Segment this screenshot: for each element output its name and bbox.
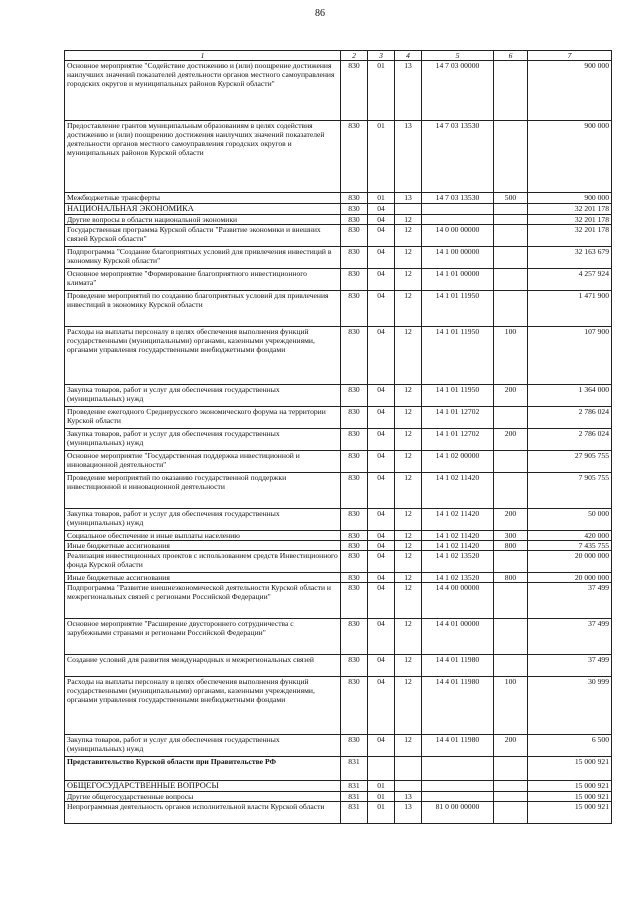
row-section: 04 — [368, 473, 395, 509]
row-target-article — [422, 792, 494, 802]
row-name: Представительство Курской области при Правительстве РФ — [65, 757, 341, 781]
row-amount: 37 499 — [528, 619, 612, 655]
row-subsection: 12 — [395, 677, 422, 735]
table-row — [65, 531, 612, 541]
row-amount: 15 000 921 — [528, 781, 612, 792]
row-gov-code: 830 — [341, 573, 368, 583]
row-section: 04 — [368, 509, 395, 531]
row-gov-code: 831 — [341, 802, 368, 824]
table-row — [65, 792, 612, 802]
row-gov-code: 830 — [341, 619, 368, 655]
row-expense-kind — [494, 215, 528, 225]
row-subsection: 13 — [395, 792, 422, 802]
row-section: 01 — [368, 792, 395, 802]
table-row — [65, 247, 612, 269]
budget-table — [64, 50, 612, 824]
row-section: 04 — [368, 225, 395, 247]
row-amount: 15 000 921 — [528, 802, 612, 824]
row-section: 04 — [368, 429, 395, 451]
row-gov-code: 830 — [341, 677, 368, 735]
row-name: Основное мероприятие "Государственная поддержка инвестиционной и инновационной деятельности" — [65, 451, 341, 473]
row-expense-kind: 100 — [494, 327, 528, 385]
row-subsection: 12 — [395, 735, 422, 757]
row-amount: 900 000 — [528, 61, 612, 121]
table-row — [65, 385, 612, 407]
row-name: Подпрограмма "Создание благоприятных условий для привлечения инвестиций в экономику Курской области" — [65, 247, 341, 269]
row-target-article: 14 1 01 00000 — [422, 269, 494, 291]
row-amount: 37 499 — [528, 583, 612, 619]
row-target-article: 14 1 01 11950 — [422, 291, 494, 327]
row-target-article: 14 4 01 00000 — [422, 619, 494, 655]
row-amount: 32 201 178 — [528, 215, 612, 225]
row-expense-kind — [494, 802, 528, 824]
table-row — [65, 551, 612, 573]
row-name: Другие общегосударственные вопросы — [65, 792, 341, 802]
row-amount: 50 000 — [528, 509, 612, 531]
row-target-article: 14 4 01 11980 — [422, 655, 494, 677]
row-expense-kind — [494, 269, 528, 291]
table-row — [65, 677, 612, 735]
row-amount: 900 000 — [528, 121, 612, 193]
table-row — [65, 269, 612, 291]
row-expense-kind — [494, 61, 528, 121]
row-section: 04 — [368, 407, 395, 429]
row-section: 04 — [368, 735, 395, 757]
header-cell-target: 5 — [422, 51, 494, 61]
row-amount: 900 000 — [528, 193, 612, 204]
row-section: 01 — [368, 802, 395, 824]
row-section: 04 — [368, 451, 395, 473]
row-expense-kind — [494, 792, 528, 802]
row-subsection: 13 — [395, 193, 422, 204]
row-name: Подпрограмма "Развитие внешнеэкономической деятельности Курской области и межрегиональных связей с регионами Российской Федерации" — [65, 583, 341, 619]
row-section: 04 — [368, 269, 395, 291]
row-expense-kind — [494, 247, 528, 269]
row-subsection: 12 — [395, 473, 422, 509]
header-cell-kind: 6 — [494, 51, 528, 61]
row-expense-kind — [494, 121, 528, 193]
row-name: Закупка товаров, работ и услуг для обеспечения государственных (муниципальных) нужд — [65, 735, 341, 757]
row-target-article: 14 7 03 13530 — [422, 121, 494, 193]
table-row — [65, 781, 612, 792]
row-target-article: 14 7 03 00000 — [422, 61, 494, 121]
table-row — [65, 225, 612, 247]
row-subsection: 12 — [395, 247, 422, 269]
row-subsection: 12 — [395, 225, 422, 247]
row-gov-code: 830 — [341, 247, 368, 269]
row-subsection: 13 — [395, 121, 422, 193]
row-gov-code: 830 — [341, 655, 368, 677]
row-section: 04 — [368, 247, 395, 269]
row-subsection: 12 — [395, 385, 422, 407]
row-section: 04 — [368, 291, 395, 327]
row-gov-code: 831 — [341, 792, 368, 802]
row-expense-kind — [494, 781, 528, 792]
row-expense-kind: 200 — [494, 509, 528, 531]
row-gov-code: 830 — [341, 531, 368, 541]
row-subsection: 12 — [395, 215, 422, 225]
row-name: Основное мероприятие "Формирование благоприятного инвестиционного климата" — [65, 269, 341, 291]
row-subsection: 12 — [395, 551, 422, 573]
row-expense-kind — [494, 655, 528, 677]
row-name: Государственная программа Курской области "Развитие экономики и внешних связей Курской области" — [65, 225, 341, 247]
row-name: ОБЩЕГОСУДАРСТВЕННЫЕ ВОПРОСЫ — [65, 781, 341, 792]
row-target-article: 14 1 02 11420 — [422, 531, 494, 541]
header-row — [65, 51, 612, 61]
row-amount: 7 905 755 — [528, 473, 612, 509]
row-expense-kind: 100 — [494, 677, 528, 735]
row-gov-code: 830 — [341, 121, 368, 193]
table-row — [65, 121, 612, 193]
table-row — [65, 583, 612, 619]
row-target-article: 14 1 02 13520 — [422, 573, 494, 583]
row-amount: 32 163 679 — [528, 247, 612, 269]
table-row — [65, 541, 612, 551]
row-section: 04 — [368, 677, 395, 735]
row-name: Непрограммная деятельность органов исполнительной власти Курской области — [65, 802, 341, 824]
row-gov-code: 830 — [341, 429, 368, 451]
row-gov-code: 830 — [341, 193, 368, 204]
row-gov-code: 830 — [341, 225, 368, 247]
row-section: 04 — [368, 204, 395, 215]
row-section — [368, 757, 395, 781]
row-gov-code: 830 — [341, 61, 368, 121]
row-name: Межбюджетные трансферты — [65, 193, 341, 204]
row-subsection — [395, 781, 422, 792]
row-target-article: 14 1 02 13520 — [422, 551, 494, 573]
table-row — [65, 573, 612, 583]
row-target-article — [422, 781, 494, 792]
row-expense-kind — [494, 551, 528, 573]
row-gov-code: 830 — [341, 327, 368, 385]
table-row — [65, 291, 612, 327]
row-target-article: 14 4 00 00000 — [422, 583, 494, 619]
row-gov-code: 830 — [341, 509, 368, 531]
header-cell-section: 3 — [368, 51, 395, 61]
row-name: Закупка товаров, работ и услуг для обеспечения государственных (муниципальных) нужд — [65, 509, 341, 531]
row-target-article: 14 1 01 11950 — [422, 385, 494, 407]
row-amount: 15 000 921 — [528, 792, 612, 802]
row-name: Основное мероприятие "Расширение двустороннего сотрудничества с зарубежными странами и регионами Российской Федерации" — [65, 619, 341, 655]
row-gov-code: 831 — [341, 781, 368, 792]
row-amount: 32 201 178 — [528, 204, 612, 215]
row-name: Проведение мероприятий по оказанию государственной поддержки инвестиционной и инновационной деятельности — [65, 473, 341, 509]
row-subsection: 12 — [395, 655, 422, 677]
row-name: Предоставление грантов муниципальным образованиям в целях содействия достижению и (или) поощрению достижения наилучших значений показателей деятельности органов местного самоуправления городских округов и муниципальных районов Курской области — [65, 121, 341, 193]
row-target-article — [422, 757, 494, 781]
row-subsection: 12 — [395, 509, 422, 531]
row-gov-code: 830 — [341, 735, 368, 757]
row-amount: 4 257 924 — [528, 269, 612, 291]
row-subsection — [395, 204, 422, 215]
row-target-article: 14 1 02 11420 — [422, 509, 494, 531]
row-amount: 2 786 024 — [528, 407, 612, 429]
row-target-article: 14 7 03 13530 — [422, 193, 494, 204]
row-subsection: 12 — [395, 583, 422, 619]
table-row — [65, 407, 612, 429]
table-row — [65, 619, 612, 655]
row-target-article: 14 4 01 11980 — [422, 735, 494, 757]
row-expense-kind: 200 — [494, 385, 528, 407]
row-name: Создание условий для развития международных и межрегиональных связей — [65, 655, 341, 677]
row-gov-code: 830 — [341, 291, 368, 327]
page-number: 86 — [315, 8, 325, 19]
table-row — [65, 193, 612, 204]
row-gov-code: 830 — [341, 541, 368, 551]
row-name: Проведение ежегодного Среднерусского экономического форума на территории Курской области — [65, 407, 341, 429]
table-row — [65, 757, 612, 781]
row-subsection: 12 — [395, 619, 422, 655]
table-row — [65, 451, 612, 473]
row-expense-kind — [494, 473, 528, 509]
table-row — [65, 215, 612, 225]
row-target-article — [422, 215, 494, 225]
row-gov-code: 831 — [341, 757, 368, 781]
table-row — [65, 473, 612, 509]
row-name: Иные бюджетные ассигнования — [65, 573, 341, 583]
row-subsection: 12 — [395, 269, 422, 291]
row-target-article: 14 1 02 11420 — [422, 473, 494, 509]
row-name: Социальное обеспечение и иные выплаты населению — [65, 531, 341, 541]
row-name: Расходы на выплаты персоналу в целях обеспечения выполнения функций государственными (муниципальными) органами, казенными учреждениями, органами управления государственными внебюджетными фондами — [65, 677, 341, 735]
row-expense-kind: 800 — [494, 573, 528, 583]
row-subsection: 12 — [395, 291, 422, 327]
row-amount: 6 500 — [528, 735, 612, 757]
row-gov-code: 830 — [341, 583, 368, 619]
row-amount: 15 000 921 — [528, 757, 612, 781]
row-subsection: 12 — [395, 407, 422, 429]
table-row — [65, 509, 612, 531]
row-target-article: 14 1 02 00000 — [422, 451, 494, 473]
row-gov-code: 830 — [341, 215, 368, 225]
row-target-article: 14 4 01 11980 — [422, 677, 494, 735]
row-amount: 7 435 755 — [528, 541, 612, 551]
row-amount: 32 201 178 — [528, 225, 612, 247]
row-expense-kind — [494, 619, 528, 655]
row-amount: 20 000 000 — [528, 551, 612, 573]
row-gov-code: 830 — [341, 473, 368, 509]
row-gov-code: 830 — [341, 269, 368, 291]
row-amount: 420 000 — [528, 531, 612, 541]
row-name: Проведение мероприятий по созданию благоприятных условий для привлечения инвестиций в экономику Курской области — [65, 291, 341, 327]
row-section: 04 — [368, 385, 395, 407]
row-expense-kind — [494, 757, 528, 781]
row-target-article: 14 1 01 12702 — [422, 429, 494, 451]
table-row — [65, 61, 612, 121]
row-amount: 27 905 755 — [528, 451, 612, 473]
row-target-article: 14 1 00 00000 — [422, 247, 494, 269]
row-target-article: 14 1 01 11950 — [422, 327, 494, 385]
row-section: 01 — [368, 121, 395, 193]
row-amount: 20 000 000 — [528, 573, 612, 583]
row-subsection: 12 — [395, 451, 422, 473]
row-section: 01 — [368, 61, 395, 121]
row-target-article: 81 0 00 00000 — [422, 802, 494, 824]
row-subsection: 12 — [395, 327, 422, 385]
row-expense-kind — [494, 225, 528, 247]
row-section: 04 — [368, 327, 395, 385]
row-subsection — [395, 757, 422, 781]
row-target-article: 14 1 01 12702 — [422, 407, 494, 429]
row-section: 04 — [368, 531, 395, 541]
row-target-article: 14 0 00 00000 — [422, 225, 494, 247]
table-row — [65, 655, 612, 677]
row-name: НАЦИОНАЛЬНАЯ ЭКОНОМИКА — [65, 204, 341, 215]
row-subsection: 12 — [395, 573, 422, 583]
header-cell-gov: 2 — [341, 51, 368, 61]
row-amount: 1 364 000 — [528, 385, 612, 407]
row-name: Другие вопросы в области национальной экономики — [65, 215, 341, 225]
row-amount: 37 499 — [528, 655, 612, 677]
row-target-article: 14 1 02 11420 — [422, 541, 494, 551]
row-name: Иные бюджетные ассигнования — [65, 541, 341, 551]
row-gov-code: 830 — [341, 204, 368, 215]
header-cell-subsection: 4 — [395, 51, 422, 61]
row-amount: 1 471 900 — [528, 291, 612, 327]
row-gov-code: 830 — [341, 551, 368, 573]
row-amount: 30 999 — [528, 677, 612, 735]
row-expense-kind: 300 — [494, 531, 528, 541]
row-section: 01 — [368, 781, 395, 792]
row-section: 04 — [368, 619, 395, 655]
table-row — [65, 802, 612, 824]
row-expense-kind — [494, 583, 528, 619]
row-expense-kind — [494, 204, 528, 215]
row-name: Закупка товаров, работ и услуг для обеспечения государственных (муниципальных) нужд — [65, 429, 341, 451]
row-expense-kind — [494, 451, 528, 473]
row-gov-code: 830 — [341, 385, 368, 407]
row-expense-kind: 500 — [494, 193, 528, 204]
row-subsection: 12 — [395, 541, 422, 551]
row-section: 04 — [368, 541, 395, 551]
row-name: Закупка товаров, работ и услуг для обеспечения государственных (муниципальных) нужд — [65, 385, 341, 407]
row-gov-code: 830 — [341, 407, 368, 429]
header-cell-name: 1 — [65, 51, 341, 61]
row-section: 04 — [368, 583, 395, 619]
row-section: 04 — [368, 573, 395, 583]
row-expense-kind: 800 — [494, 541, 528, 551]
row-name: Реализация инвестиционных проектов с использованием средств Инвестиционного фонда Курской области — [65, 551, 341, 573]
row-subsection: 13 — [395, 61, 422, 121]
row-expense-kind: 200 — [494, 429, 528, 451]
row-gov-code: 830 — [341, 451, 368, 473]
row-section: 04 — [368, 215, 395, 225]
row-subsection: 12 — [395, 429, 422, 451]
table-row — [65, 735, 612, 757]
row-amount: 2 786 024 — [528, 429, 612, 451]
header-cell-amount: 7 — [528, 51, 612, 61]
table-body — [65, 61, 612, 824]
row-subsection: 12 — [395, 531, 422, 541]
row-name: Расходы на выплаты персоналу в целях обеспечения выполнения функций государственными (муниципальными) органами, казенными учреждениями, органами управления государственными внебюджетными фондами — [65, 327, 341, 385]
row-target-article — [422, 204, 494, 215]
row-section: 04 — [368, 655, 395, 677]
table-row — [65, 429, 612, 451]
row-subsection: 13 — [395, 802, 422, 824]
table-row — [65, 204, 612, 215]
row-expense-kind — [494, 291, 528, 327]
row-expense-kind — [494, 407, 528, 429]
row-name: Основное мероприятие "Содействие достижению и (или) поощрение достижения наилучших значений показателей деятельности органов местного самоуправления городских округов и муниципальных районов Курской области" — [65, 61, 341, 121]
row-section: 04 — [368, 551, 395, 573]
table-row — [65, 327, 612, 385]
row-section: 01 — [368, 193, 395, 204]
row-amount: 107 900 — [528, 327, 612, 385]
row-expense-kind: 200 — [494, 735, 528, 757]
